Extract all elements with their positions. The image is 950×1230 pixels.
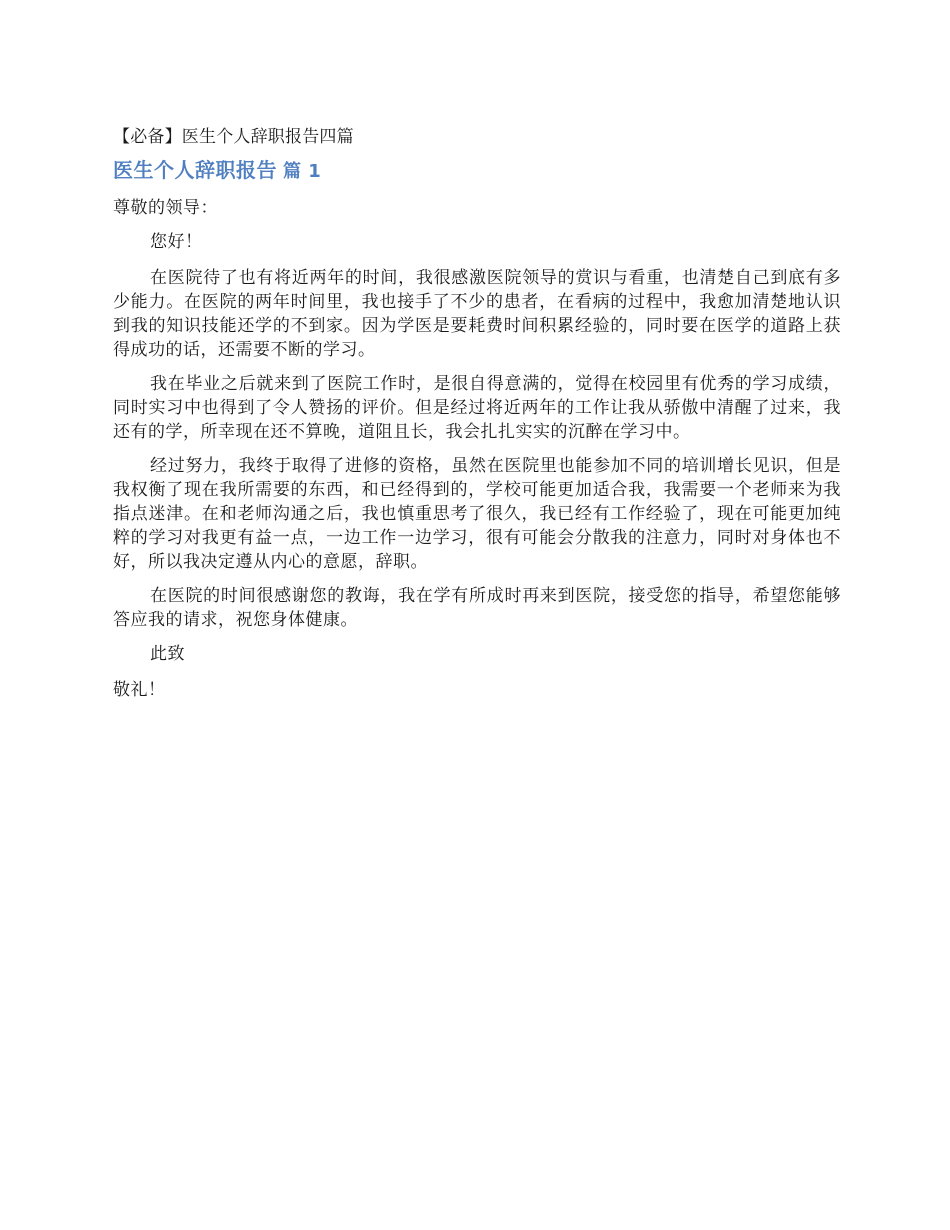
document-content [113,124,841,702]
section-heading-text: 医生个人辞职报告 [113,158,277,182]
body-paragraph: 经过努力，我终于取得了进修的资格，虽然在医院里也能参加不同的培训增长见识，但是我权衡了现在我所需要的东西，和已经得到的，学校可能更加适合我，我需要一个老师来为我指点迷津。在和老师沟通之后，我也慎重思考了很久，我已经有工作经验了，现在可能更加纯粹的学习对我更有益一点，一边工作一边学习，很有可能会分散我的注意力，同时对身体也不好，所以我决定遵从内心的意愿，辞职。 [113,456,841,572]
body-paragraph: 在医院的时间很感谢您的教诲，我在学有所成时再来到医院，接受您的指导，希望您能够答应我的请求，祝您身体健康。 [113,586,841,630]
body-paragraph: 在医院待了也有将近两年的时间，我很感激医院领导的赏识与看重，也清楚自己到底有多少能力。在医院的两年时间里，我也接手了不少的患者，在看病的过程中，我愈加清楚地认识到我的知识技能还学的不到家。因为学医是要耗费时间积累经验的，同时要在医学的道路上获得成功的话，还需要不断的学习。 [113,268,841,360]
closing: 此致 [150,644,185,664]
document-title: 【必备】医生个人辞职报告四篇 [113,127,354,147]
section-heading [113,156,841,186]
body-paragraph: 我在毕业之后就来到了医院工作时，是很自得意满的，觉得在校园里有优秀的学习成绩，同时实习中也得到了令人赞扬的评价。但是经过将近两年的工作让我从骄傲中清醒了过来，我还有的学，所幸现在还不算晚，道阻且长，我会扎扎实实的沉醉在学习中。 [113,374,841,442]
greeting: 您好！ [150,232,203,252]
salutation: 尊敬的领导： [113,198,218,218]
section-heading-number: 篇 1 [283,161,322,182]
sign-off: 敬礼！ [113,680,166,700]
